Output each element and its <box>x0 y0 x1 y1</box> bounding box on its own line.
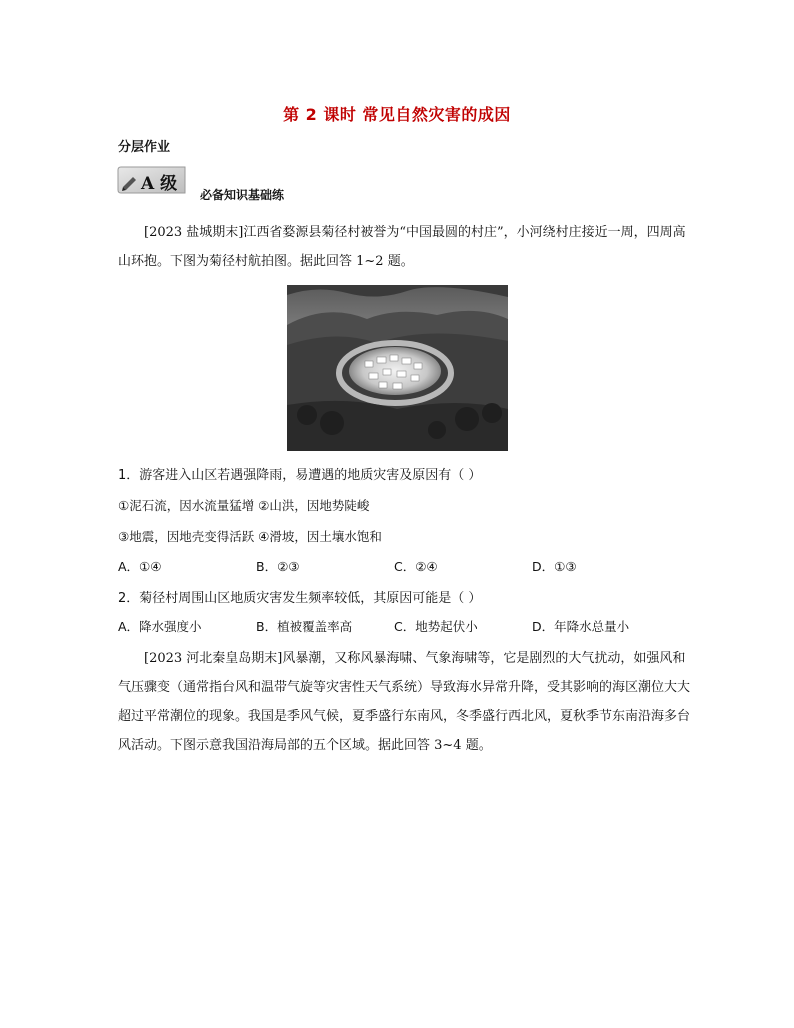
question-1-option-a[interactable]: A．①④ <box>118 559 162 574</box>
question-2-option-c[interactable]: C．地势起伏小 <box>394 619 478 634</box>
question-1-item-line-1: ①泥石流，因水流量猛增 ②山洪，因地势陡峻 <box>118 498 370 513</box>
question-2-option-b[interactable]: B．植被覆盖率高 <box>256 619 353 634</box>
question-2-stem: 2．菊径村周围山区地质灾害发生频率较低，其原因可能是（ ） <box>118 591 482 606</box>
question-1-stem: 1．游客进入山区若遇强降雨，易遭遇的地质灾害及原因有（ ） <box>118 468 482 483</box>
question-1-option-d[interactable]: D．①③ <box>532 559 577 574</box>
section-label: 分层作业 <box>118 140 171 155</box>
aerial-village-photo <box>287 285 508 451</box>
level-caption: 必备知识基础练 <box>200 188 285 202</box>
level-badge <box>117 165 187 195</box>
question-1-option-c[interactable]: C．②④ <box>394 559 438 574</box>
passage-2: [2023 河北秦皇岛期末]风暴潮，又称风暴海啸、气象海啸等，它是剧烈的大气扰动，如强风和气压骤变（通常指台风和温带气旋等灾害性天气系统）导致海水异常升降，受其影响的海区潮位大大超过平常潮位的现象。我国是季风气候，夏季盛行东南风，冬季盛行西北风，夏秋季节东南沿海多台风活动。下图示意我国沿海局部的五个区域。据此回答 3~4 题。 <box>118 651 691 753</box>
question-1-item-line-2: ③地震，因地壳变得活跃 ④滑坡，因土壤水饱和 <box>118 529 382 544</box>
question-1-option-b[interactable]: B．②③ <box>256 559 300 574</box>
passage-1: [2023 盐城期末]江西省婺源县菊径村被誉为“中国最圆的村庄”，小河绕村庄接近一周，四周高山环抱。下图为菊径村航拍图。据此回答 1~2 题。 <box>118 225 686 269</box>
page-title: 第 2 课时 常见自然灾害的成因 <box>283 105 511 124</box>
question-2-option-a[interactable]: A．降水强度小 <box>118 619 202 634</box>
level-badge-label: A 级 <box>141 174 178 194</box>
question-2-option-d[interactable]: D．年降水总量小 <box>532 619 630 634</box>
